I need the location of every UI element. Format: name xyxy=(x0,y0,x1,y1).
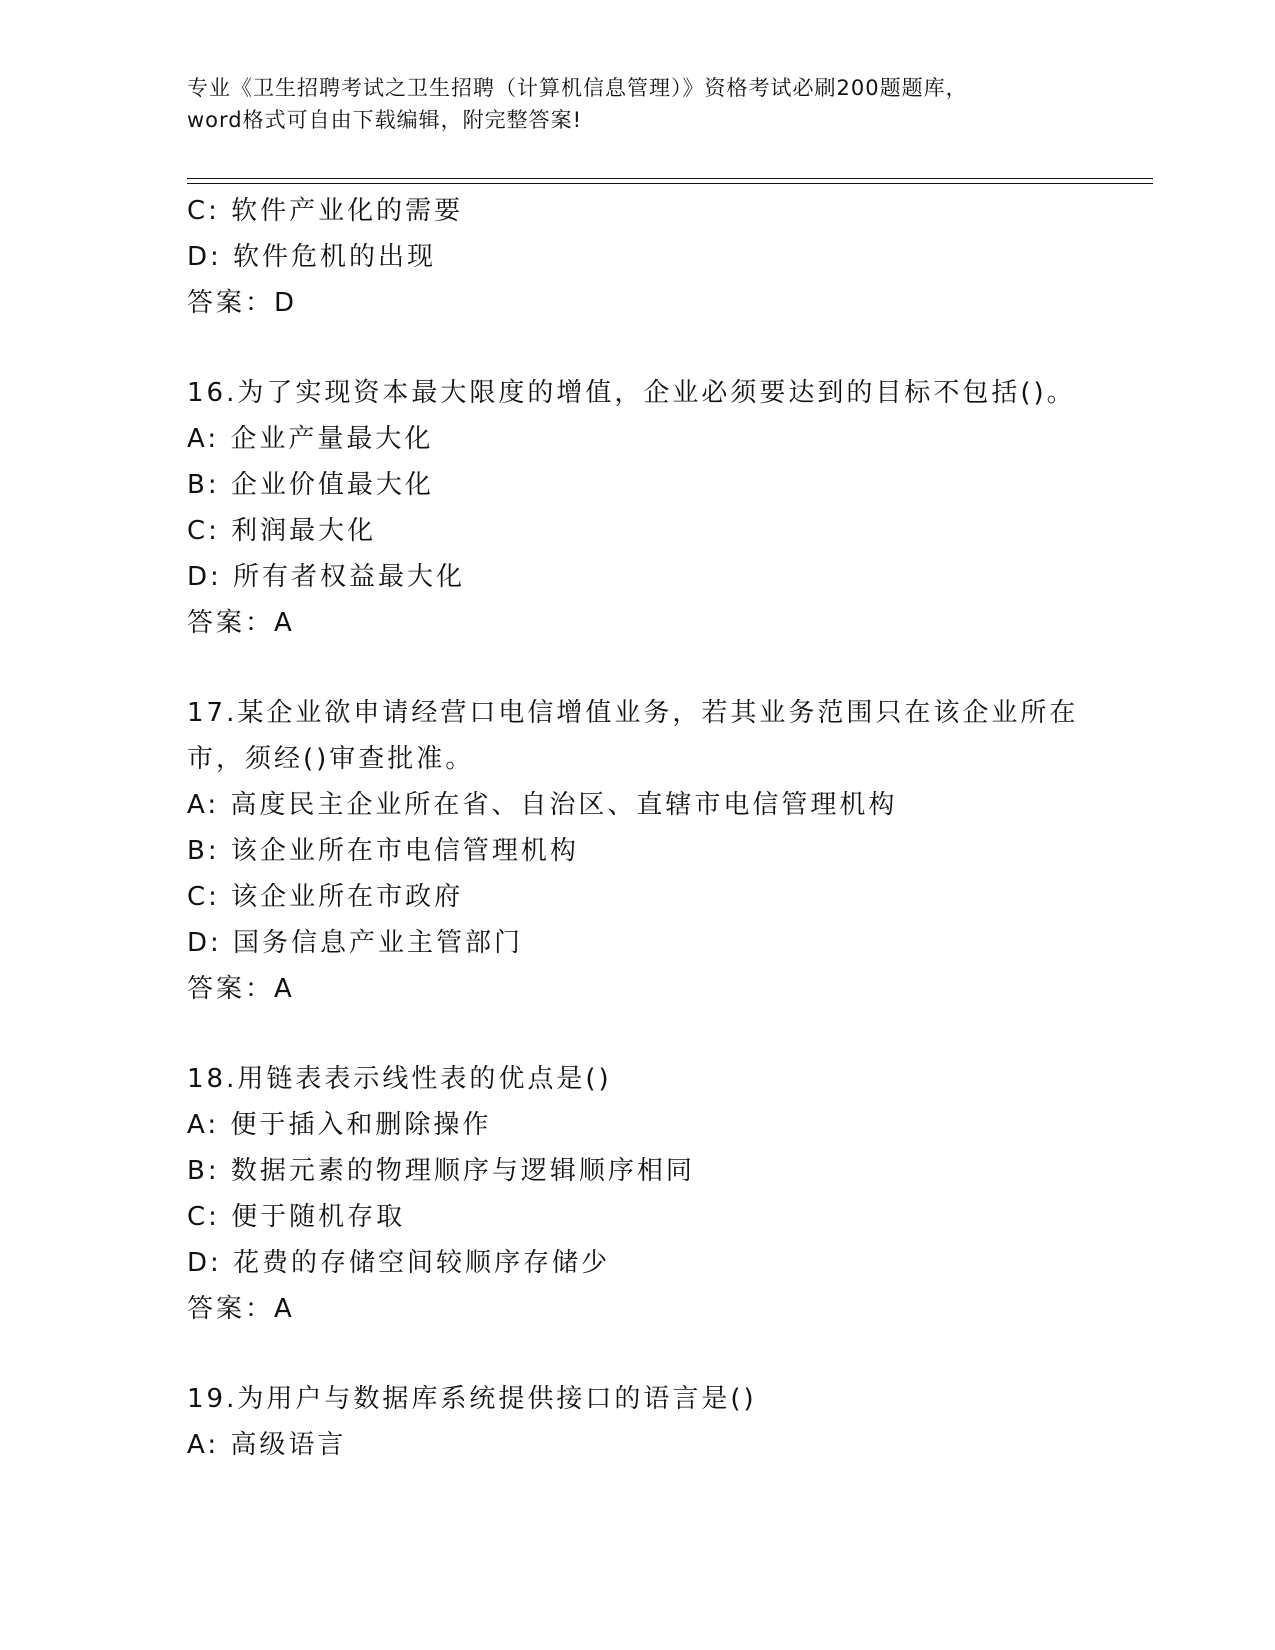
question-18 xyxy=(187,1056,1147,1332)
option-c: C: 该企业所在市政府 xyxy=(187,882,464,912)
question-19 xyxy=(187,1376,1147,1468)
option-c: C: 便于随机存取 xyxy=(187,1202,406,1232)
question-stem-line-2: 市，须经()审查批准。 xyxy=(187,744,475,774)
option-b: B: 企业价值最大化 xyxy=(187,470,434,500)
header-divider-top xyxy=(187,178,1153,179)
question-16 xyxy=(187,370,1147,646)
question-stem-line-1: 17.某企业欲申请经营口电信增值业务，若其业务范围只在该企业所在 xyxy=(187,698,1079,728)
option-c: C: 软件产业化的需要 xyxy=(187,196,464,226)
spacer xyxy=(187,646,1147,690)
header-title-line-1: 专业《卫生招聘考试之卫生招聘（计算机信息管理）》资格考试必刷200题题库， xyxy=(187,76,968,100)
option-c: C: 利润最大化 xyxy=(187,516,377,546)
option-d: D: 花费的存储空间较顺序存储少 xyxy=(187,1248,611,1278)
answer-line: 答案：A xyxy=(187,608,295,638)
option-d: D: 所有者权益最大化 xyxy=(187,562,466,592)
question-stem: 18.用链表表示线性表的优点是() xyxy=(187,1064,612,1094)
spacer xyxy=(187,326,1147,370)
option-d: D: 国务信息产业主管部门 xyxy=(187,928,524,958)
option-a: A: 便于插入和删除操作 xyxy=(187,1110,492,1140)
question-17 xyxy=(187,690,1147,1012)
option-a: A: 高级语言 xyxy=(187,1430,347,1460)
header-title-line-2: word格式可自由下载编辑，附完整答案! xyxy=(187,108,583,132)
option-a: A: 高度民主企业所在省、自治区、直辖市电信管理机构 xyxy=(187,790,898,820)
question-15-continuation xyxy=(187,188,1147,326)
document-header xyxy=(187,72,1087,136)
question-stem: 19.为用户与数据库系统提供接口的语言是() xyxy=(187,1384,757,1414)
question-stem: 16.为了实现资本最大限度的增值，企业必须要达到的目标不包括()。 xyxy=(187,378,1076,408)
option-d: D: 软件危机的出现 xyxy=(187,242,437,272)
option-b: B: 数据元素的物理顺序与逻辑顺序相同 xyxy=(187,1156,695,1186)
option-b: B: 该企业所在市电信管理机构 xyxy=(187,836,579,866)
question-list xyxy=(187,188,1147,1468)
spacer xyxy=(187,1332,1147,1376)
answer-line: 答案：A xyxy=(187,974,295,1004)
answer-line: 答案：A xyxy=(187,1294,295,1324)
spacer xyxy=(187,1012,1147,1056)
option-a: A: 企业产量最大化 xyxy=(187,424,434,454)
header-divider-bottom xyxy=(187,183,1153,184)
answer-line: 答案：D xyxy=(187,288,298,318)
